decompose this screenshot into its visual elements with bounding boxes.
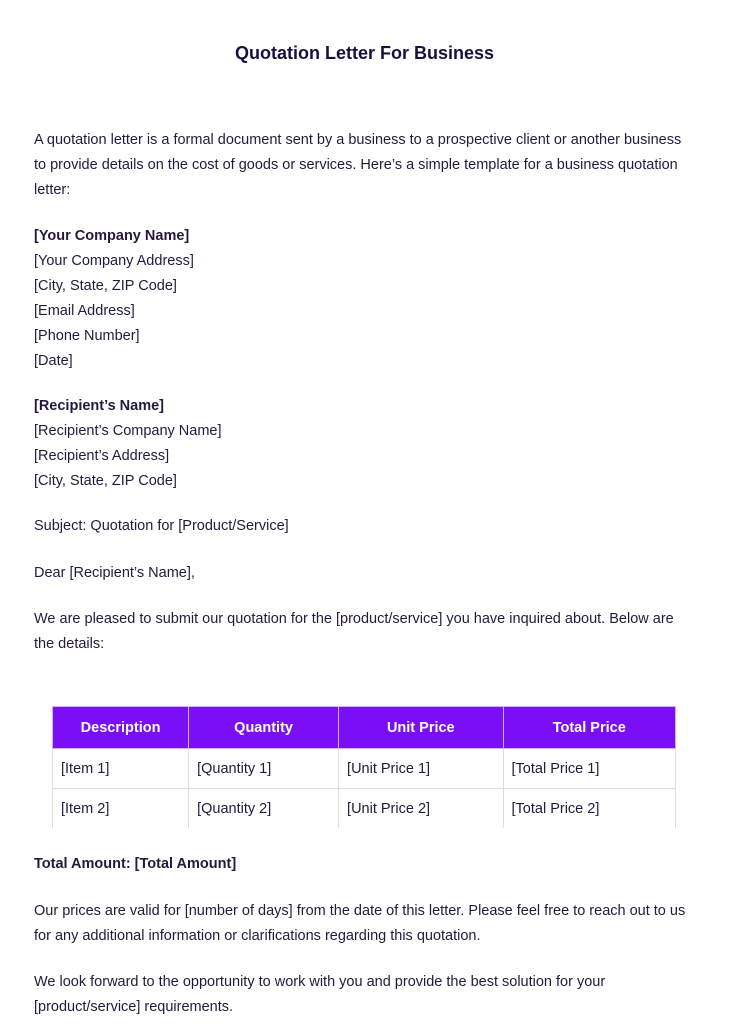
table-cell: [Item 1] [53, 749, 189, 789]
table-row [53, 789, 676, 829]
sender-line: [Date] [34, 353, 73, 369]
table-cell: [Total Price 2] [503, 789, 675, 829]
recipient-line: [Recipient’s Company Name] [34, 423, 222, 439]
sender-line: [Email Address] [34, 303, 135, 319]
sender-name: [Your Company Name] [34, 228, 190, 244]
table-header: Description [53, 707, 189, 749]
recipient-block [34, 394, 694, 494]
recipient-name: [Recipient’s Name] [34, 398, 164, 414]
page-title: Quotation Letter For Business [234, 43, 495, 63]
quotation-table [52, 706, 676, 828]
sender-block [34, 224, 694, 374]
table-header: Unit Price [339, 707, 503, 749]
table-header: Total Price [503, 707, 675, 749]
subject-line: Subject: Quotation for [Product/Service] [34, 518, 289, 534]
recipient-line: [City, State, ZIP Code] [34, 473, 177, 489]
table-header-row [53, 707, 676, 749]
table-header: Quantity [189, 707, 339, 749]
body-paragraph-1: We are pleased to submit our quotation for the [product/service] you have inquired about. Below are the details: [34, 611, 674, 652]
body-paragraph-2: Our prices are valid for [number of days] from the date of this letter. Please feel free to reach out to us for any additional information or clarifications regarding this quotation. [34, 903, 686, 944]
salutation: Dear [Recipient’s Name], [34, 565, 195, 581]
table-cell: [Quantity 1] [189, 749, 339, 789]
table-cell: [Quantity 2] [189, 789, 339, 829]
table-cell: [Unit Price 1] [339, 749, 503, 789]
body-paragraph-3: We look forward to the opportunity to work with you and provide the best solution for your [product/service] requirements. [34, 974, 606, 1015]
intro-paragraph: A quotation letter is a formal document sent by a business to a prospective client or another business to provide details on the cost of goods or services. Here’s a simple template for a business quotation letter: [34, 132, 682, 198]
sender-line: [Phone Number] [34, 328, 140, 344]
total-amount: Total Amount: [Total Amount] [34, 856, 237, 872]
sender-line: [Your Company Address] [34, 253, 194, 269]
table-cell: [Total Price 1] [503, 749, 675, 789]
table-cell: [Unit Price 2] [339, 789, 503, 829]
recipient-line: [Recipient’s Address] [34, 448, 170, 464]
sender-line: [City, State, ZIP Code] [34, 278, 177, 294]
table-cell: [Item 2] [53, 789, 189, 829]
table-row [53, 749, 676, 789]
